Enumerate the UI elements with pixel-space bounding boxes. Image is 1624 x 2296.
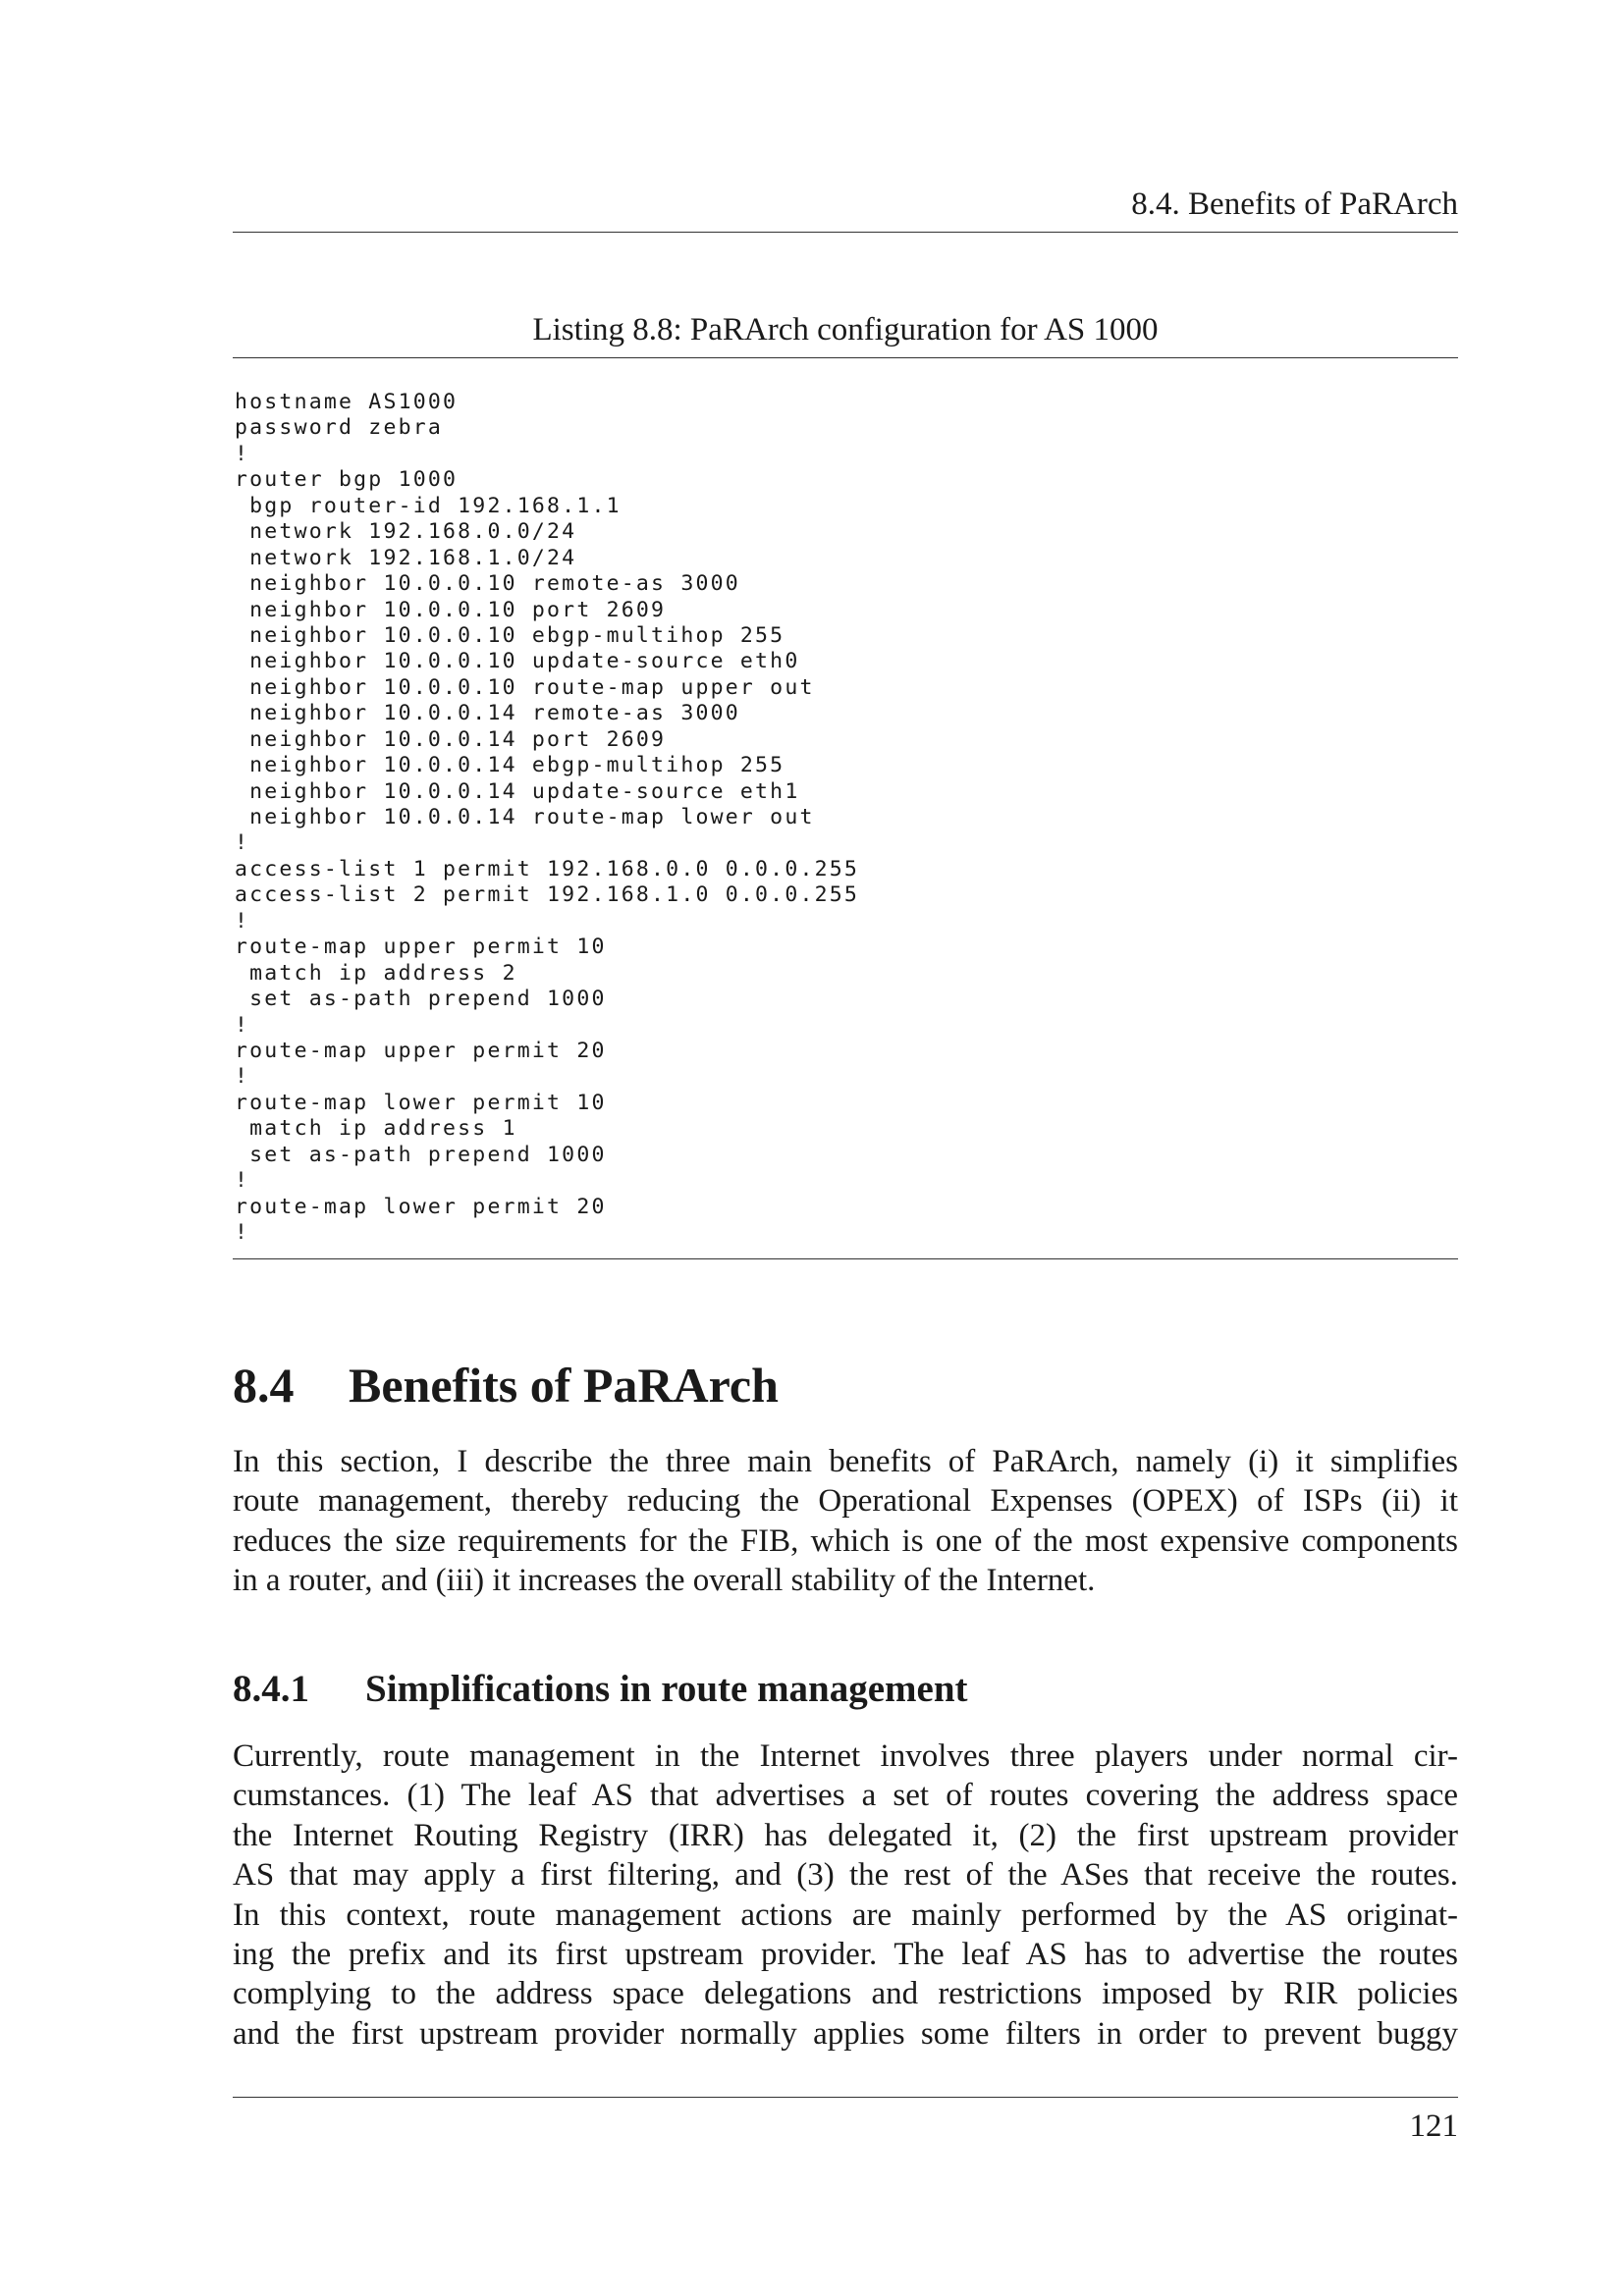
code-line: access-list 2 permit 192.168.1.0 0.0.0.255 — [235, 882, 860, 908]
code-line: bgp router-id 192.168.1.1 — [235, 493, 622, 518]
paragraph-line: complying to the address space delegations and restrictions imposed by RIR policies — [233, 1976, 1458, 2012]
subsection-heading — [233, 1667, 968, 1712]
code-line: neighbor 10.0.0.10 update-source eth0 — [235, 649, 800, 674]
code-line: neighbor 10.0.0.14 remote-as 3000 — [235, 701, 740, 726]
code-line: ! — [235, 1220, 250, 1245]
code-line: set as-path prepend 1000 — [235, 987, 607, 1012]
paragraph-line: in a router, and (iii) it increases the overall stability of the Internet. — [233, 1563, 1096, 1599]
code-line: router bgp 1000 — [235, 467, 459, 493]
code-line: neighbor 10.0.0.10 ebgp-multihop 255 — [235, 622, 785, 648]
paragraph-line: In this context, route management actions are mainly performed by the AS originat- — [233, 1896, 1458, 1933]
code-line: set as-path prepend 1000 — [235, 1142, 607, 1167]
listing-top-rule — [233, 357, 1458, 358]
paragraph-line: Currently, route management in the Internet involves three players under normal cir- — [233, 1738, 1458, 1774]
paragraph-line: route management, thereby reducing the Operational Expenses (OPEX) of ISPs (ii) it — [233, 1483, 1458, 1520]
code-listing — [235, 390, 859, 1246]
running-header: 8.4. Benefits of PaRArch — [1131, 187, 1458, 222]
listing-caption: Listing 8.8: PaRArch configuration for AS 1000 — [532, 312, 1159, 347]
paragraph-line: reduces the size requirements for the FIB, which is one of the most expensive components — [233, 1522, 1458, 1559]
subsection-paragraph — [233, 1736, 1458, 2054]
code-line: route-map lower permit 20 — [235, 1194, 607, 1219]
code-line: network 192.168.0.0/24 — [235, 519, 577, 545]
listing-bottom-rule — [233, 1258, 1458, 1259]
section-heading — [233, 1356, 779, 1415]
footer-rule — [233, 2097, 1458, 2098]
subsection-number: 8.4.1 — [233, 1668, 309, 1710]
code-line: password zebra — [235, 415, 444, 441]
code-line: neighbor 10.0.0.14 route-map lower out — [235, 805, 815, 829]
code-line: access-list 1 permit 192.168.0.0 0.0.0.255 — [235, 856, 860, 881]
code-line: neighbor 10.0.0.14 ebgp-multihop 255 — [235, 753, 785, 778]
code-line: neighbor 10.0.0.10 route-map upper out — [235, 674, 815, 700]
paragraph-line: the Internet Routing Registry (IRR) has delegated it, (2) the first upstream provider — [233, 1817, 1458, 1853]
code-line: ! — [235, 830, 250, 856]
paragraph-line: cumstances. (1) The leaf AS that advertises a set of routes covering the address space — [233, 1778, 1458, 1814]
paragraph-line: In this section, I describe the three main benefits of PaRArch, namely (i) it simplifies — [233, 1444, 1458, 1479]
code-line: route-map upper permit 20 — [235, 1038, 607, 1063]
page-number: 121 — [1409, 2109, 1458, 2144]
code-line: ! — [235, 441, 250, 466]
code-line: network 192.168.1.0/24 — [235, 545, 577, 570]
section-number: 8.4 — [233, 1358, 295, 1413]
code-line: ! — [235, 1064, 250, 1090]
code-line: route-map lower permit 10 — [235, 1090, 607, 1115]
code-line: ! — [235, 908, 250, 934]
paragraph-line: AS that may apply a first filtering, and (3) the rest of the ASes that receive the routes. — [233, 1857, 1458, 1894]
code-line: route-map upper permit 10 — [235, 934, 607, 960]
code-line: neighbor 10.0.0.14 update-source eth1 — [235, 778, 800, 804]
code-line: ! — [235, 1168, 250, 1194]
paragraph-line: and the first upstream provider normally applies some filters in order to prevent buggy — [233, 2015, 1458, 2052]
code-line: match ip address 2 — [235, 960, 517, 986]
paragraph-line: ing the prefix and its first upstream provider. The leaf AS has to advertise the routes — [233, 1936, 1458, 1972]
code-line: ! — [235, 1012, 250, 1038]
section-title: Benefits of PaRArch — [349, 1358, 779, 1413]
code-line: hostname AS1000 — [235, 390, 459, 414]
section-intro-paragraph — [233, 1442, 1458, 1601]
header-rule — [233, 232, 1458, 233]
code-line: match ip address 1 — [235, 1116, 517, 1142]
subsection-title: Simplifications in route management — [365, 1668, 968, 1710]
code-line: neighbor 10.0.0.10 port 2609 — [235, 597, 667, 622]
code-line: neighbor 10.0.0.14 port 2609 — [235, 726, 667, 752]
code-line: neighbor 10.0.0.10 remote-as 3000 — [235, 571, 740, 597]
